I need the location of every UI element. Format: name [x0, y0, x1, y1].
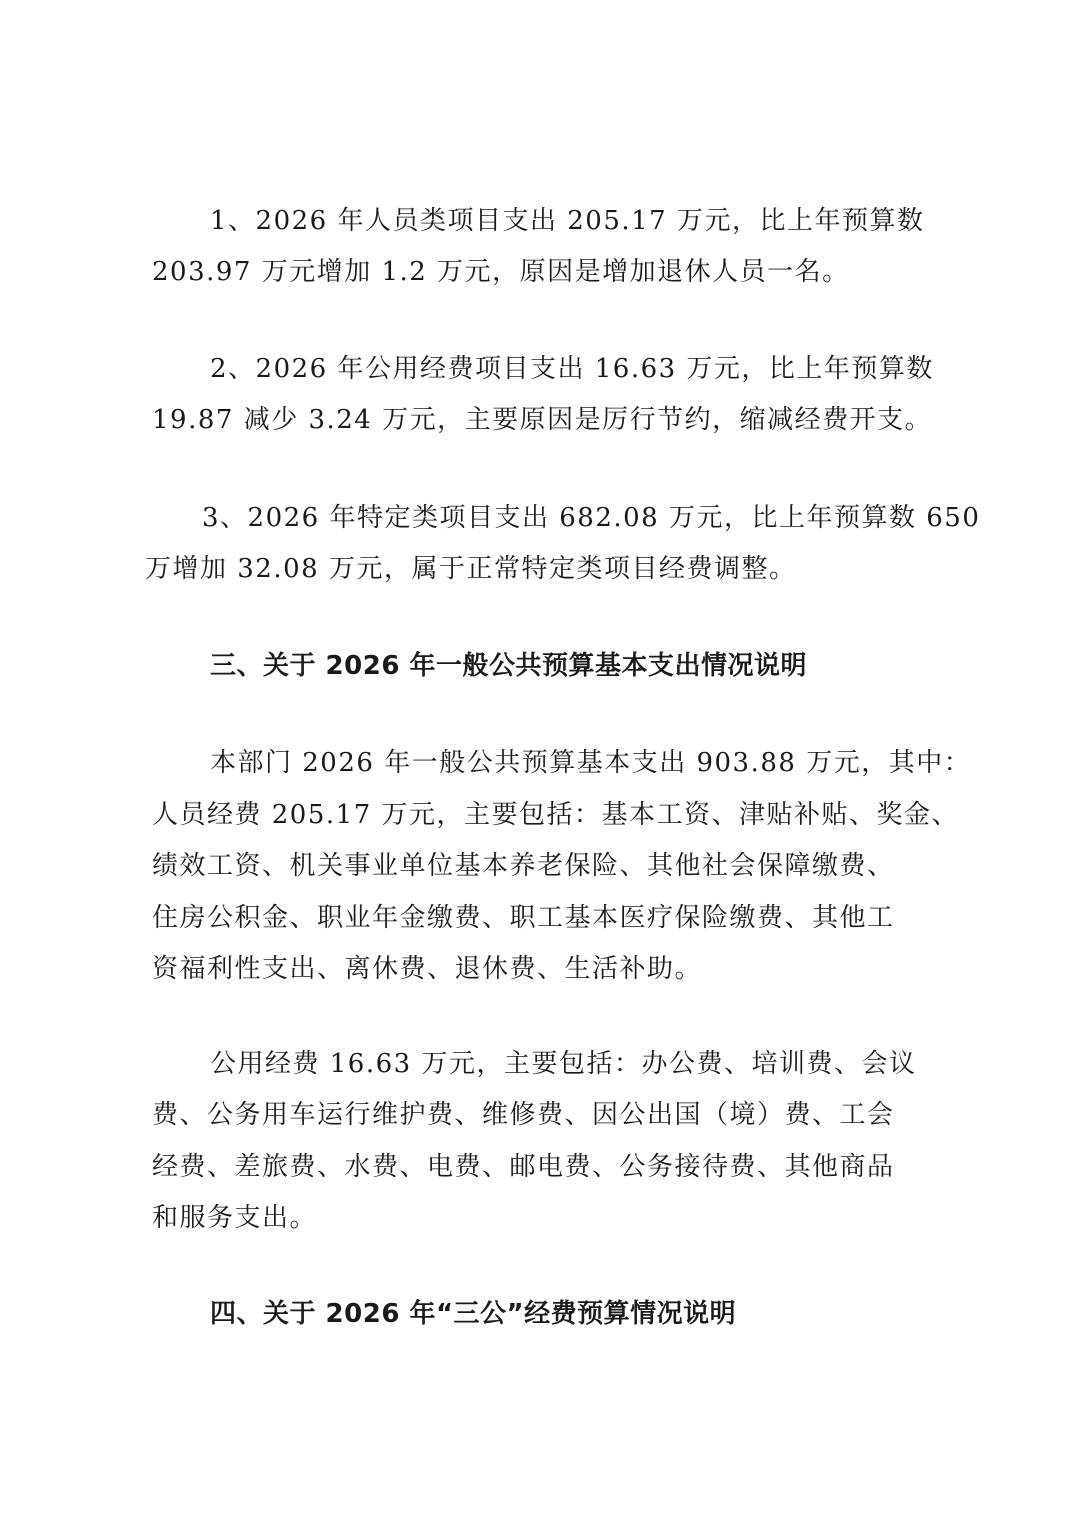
section-3-paragraph-1-line-5: 资福利性支出、离休费、退休费、生活补助。 [152, 954, 703, 984]
paragraph-3-line-2: 万增加 32.08 万元，属于正常特定类项目经费调整。 [145, 554, 797, 584]
section-3-heading: 三、关于 2026 年一般公共预算基本支出情况说明 [210, 651, 807, 681]
section-3-paragraph-1-line-4: 住房公积金、职业年金缴费、职工基本医疗保险缴费、其他工 [152, 903, 895, 933]
section-3-paragraph-1-line-1: 本部门 2026 年一般公共预算基本支出 903.88 万元，其中： [210, 748, 972, 778]
section-4-heading: 四、关于 2026 年“三公”经费预算情况说明 [210, 1299, 737, 1329]
section-3-paragraph-2-line-1: 公用经费 16.63 万元，主要包括：办公费、培训费、会议 [210, 1049, 917, 1079]
section-3-paragraph-2-line-2: 费、公务用车运行维护费、维修费、因公出国（境）费、工会 [152, 1100, 895, 1130]
section-3-paragraph-2-line-4: 和服务支出。 [152, 1203, 318, 1233]
paragraph-2-line-2: 19.87 减少 3.24 万元，主要原因是厉行节约，缩减经费开支。 [152, 405, 933, 435]
paragraph-1-line-1: 1、2026 年人员类项目支出 205.17 万元，比上年预算数 [210, 206, 925, 236]
section-3-paragraph-2-line-3: 经费、差旅费、水费、电费、邮电费、公务接待费、其他商品 [152, 1152, 895, 1182]
section-3-paragraph-1-line-2: 人员经费 205.17 万元，主要包括：基本工资、津贴补贴、奖金、 [152, 800, 960, 830]
paragraph-3-line-1: 3、2026 年特定类项目支出 682.08 万元，比上年预算数 650 [202, 503, 981, 533]
paragraph-2-line-1: 2、2026 年公用经费项目支出 16.63 万元，比上年预算数 [210, 354, 934, 384]
section-3-paragraph-1-line-3: 绩效工资、机关事业单位基本养老保险、其他社会保障缴费、 [152, 851, 895, 881]
paragraph-1-line-2: 203.97 万元增加 1.2 万元，原因是增加退休人员一名。 [152, 257, 850, 287]
